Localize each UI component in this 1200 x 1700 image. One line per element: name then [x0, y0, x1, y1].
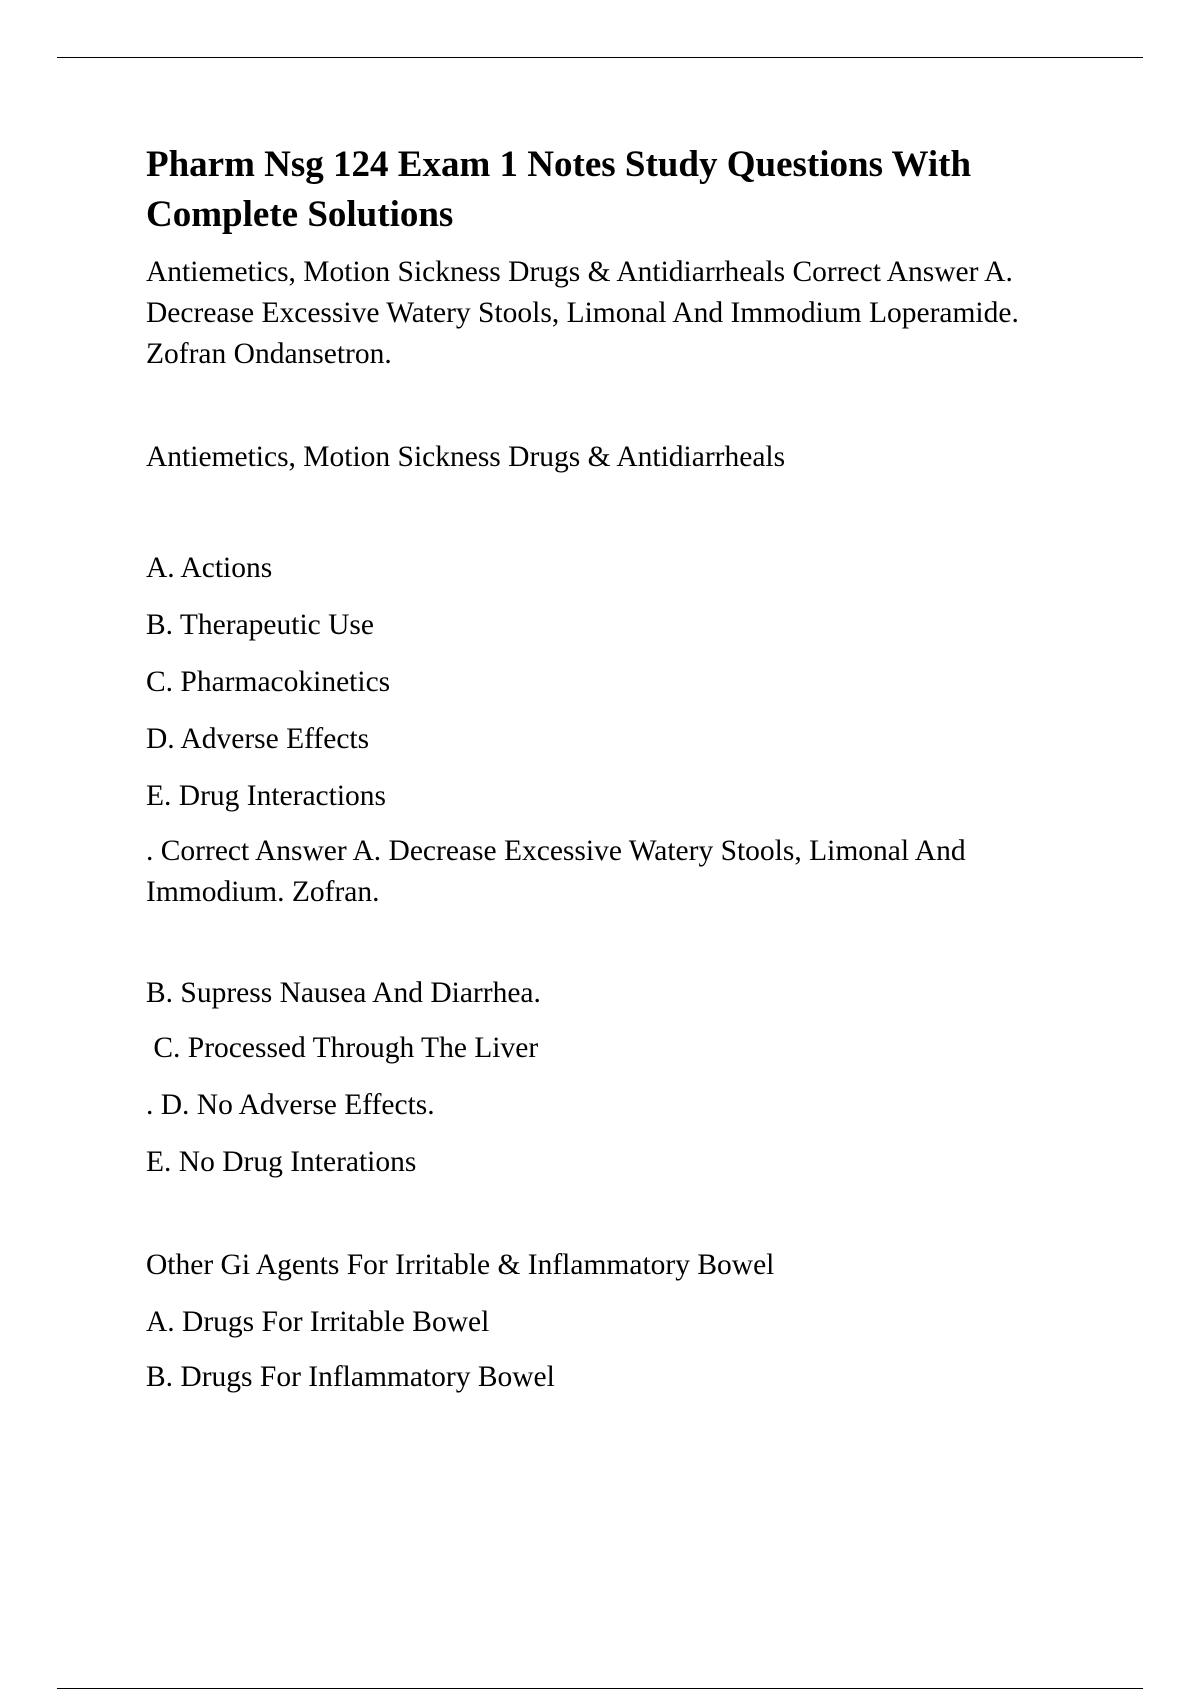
list-item-drug-interactions: E. Drug Interactions	[146, 780, 387, 812]
answer-item-b: B. Supress Nausea And Diarrhea.	[146, 977, 541, 1009]
header-rule	[57, 57, 1143, 58]
answer-item-c: C. Processed Through The Liver	[146, 1032, 539, 1064]
answer-paragraph-2: . Correct Answer A. Decrease Excessive Watery Stools, Limonal And Immodium. Zofran.	[146, 835, 966, 908]
list-item-adverse-effects: D. Adverse Effects	[146, 723, 370, 755]
list-item-pharmacokinetics: C. Pharmacokinetics	[146, 666, 391, 698]
list-item-actions: A. Actions	[146, 552, 273, 584]
section-heading-antiemetics: Antiemetics, Motion Sickness Drugs & Antidiarrheals	[146, 441, 786, 473]
list-item-irritable-bowel: A. Drugs For Irritable Bowel	[146, 1306, 490, 1338]
list-item-therapeutic-use: B. Therapeutic Use	[146, 609, 375, 641]
answer-item-e: E. No Drug Interations	[146, 1146, 417, 1178]
document-title: Pharm Nsg 124 Exam 1 Notes Study Questions With Complete Solutions	[146, 144, 972, 235]
answer-paragraph-1: Antiemetics, Motion Sickness Drugs & Antidiarrheals Correct Answer A. Decrease Excessive Watery Stools, Limonal And Immodium Loperamide. Zofran Ondansetron.	[146, 256, 1019, 370]
footer-rule	[57, 1688, 1143, 1689]
section-heading-gi-agents: Other Gi Agents For Irritable & Inflammatory Bowel	[146, 1249, 775, 1281]
document-body	[146, 140, 1086, 1398]
list-item-inflammatory-bowel: B. Drugs For Inflammatory Bowel	[146, 1361, 555, 1393]
answer-item-d: . D. No Adverse Effects.	[146, 1089, 435, 1121]
